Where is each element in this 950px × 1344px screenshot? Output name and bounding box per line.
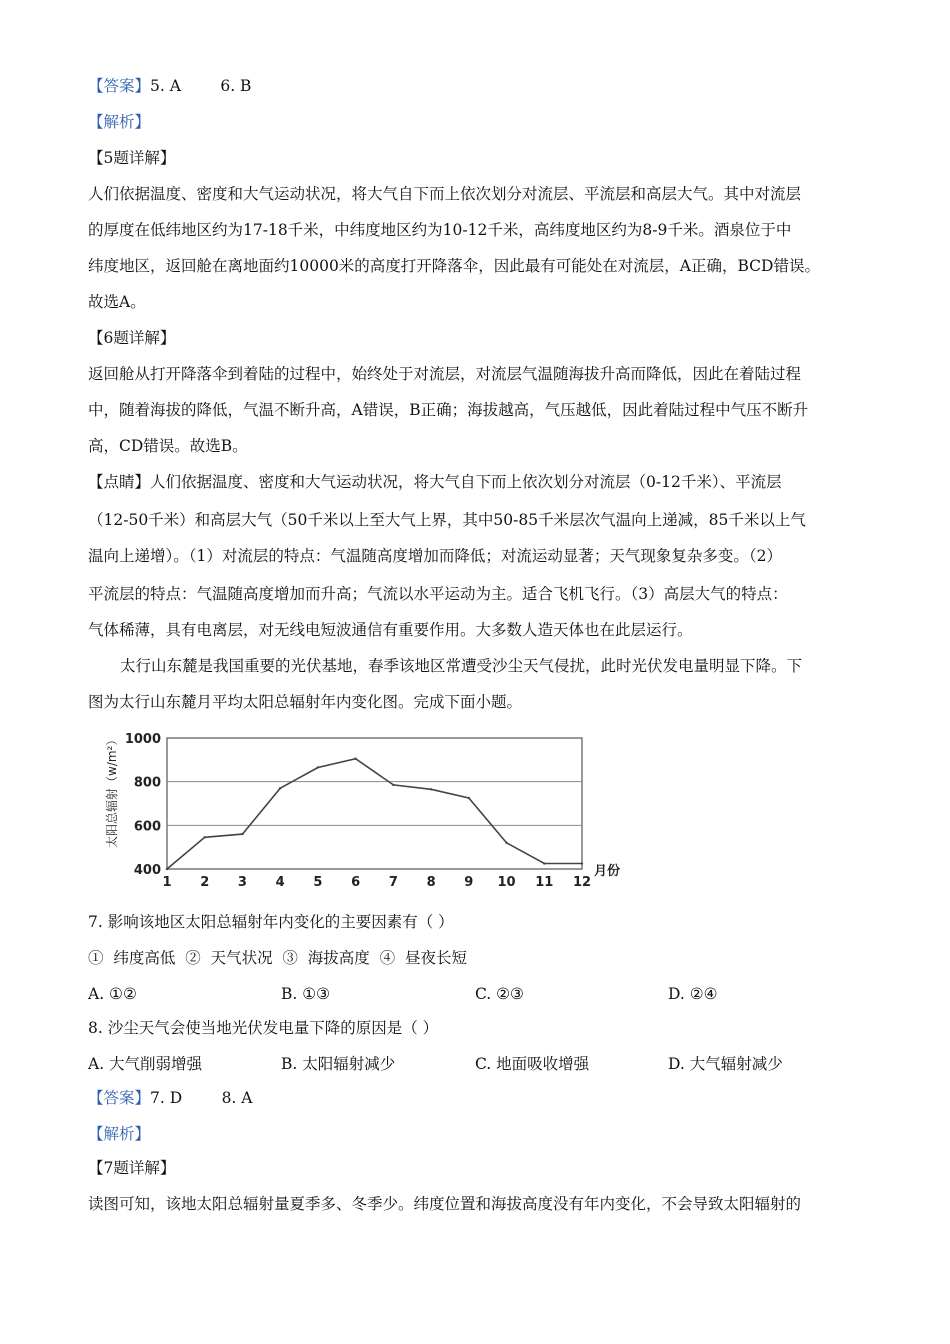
answer-line-1 (88, 76, 251, 96)
x-tick-label: 7 (388, 875, 398, 888)
intro-line: 太行山东麓是我国重要的光伏基地，春季该地区常遭受沙尘天气侵扰，此时光伏发电量明显下降。下 (120, 657, 803, 675)
data-point (317, 766, 319, 768)
q7-option-d[interactable]: D. ②④ (668, 985, 718, 1003)
data-point (354, 758, 356, 760)
y-tick-label: 600 (133, 819, 161, 835)
y-axis-label: 太阳总辐射（w/m²） (105, 733, 119, 848)
answer-text: 5. A 6. B (150, 77, 252, 95)
q6-body-line: 中，随着海拔的降低，气温不断升高，A错误，B正确；海拔越高，气压越低，因此着陆过程中气压不断升 (88, 401, 809, 419)
q6-body-line: 高，CD错误。故选B。 (88, 437, 248, 455)
x-tick-label: 1 (162, 875, 172, 888)
q7-factors: ① 纬度高低 ② 天气状况 ③ 海拔高度 ④ 昼夜长短 (88, 949, 467, 967)
q5-body-line: 人们依据温度、密度和大气运动状况，将大气自下而上依次划分对流层、平流层和高层大气。其中对流层 (88, 185, 802, 203)
answer-line-2 (88, 1088, 252, 1108)
data-point (392, 784, 394, 786)
tip-line: 【点睛】人们依据温度、密度和大气运动状况，将大气自下而上依次划分对流层（0-12千米）、平流层 (88, 473, 782, 491)
x-tick-label: 5 (313, 875, 323, 888)
x-tick-label: 6 (351, 875, 361, 888)
q6-body-line: 返回舱从打开降落伞到着陆的过程中，始终处于对流层，对流层气温随海拔升高而降低，因此在着陆过程 (88, 365, 802, 383)
q7-option-a[interactable]: A. ①② (88, 985, 137, 1003)
q8-option-a[interactable]: A. 大气削弱增强 (88, 1055, 203, 1073)
q7-stem: 7. 影响该地区太阳总辐射年内变化的主要因素有（ ） (88, 913, 454, 931)
intro-line: 图为太行山东麓月平均太阳总辐射年内变化图。完成下面小题。 (88, 693, 523, 711)
data-point (241, 833, 243, 835)
q7-option-b[interactable]: B. ①③ (281, 985, 331, 1003)
data-point (543, 862, 545, 864)
q7-option-c[interactable]: C. ②③ (475, 985, 524, 1003)
tip-line: 温向上递增）。（1）对流层的特点：气温随高度增加而降低；对流运动显著；天气现象复杂多变。（2） (88, 547, 782, 565)
answer-tag: 【答案】 (88, 77, 151, 95)
x-tick-label: 8 (426, 875, 436, 888)
tip-line: 平流层的特点：气温随高度增加而升高；气流以水平运动为主。适合飞机飞行。（3）高层大气的特点： (88, 585, 788, 603)
x-tick-label: 12 (572, 875, 592, 888)
q5-body-line: 故选A。 (88, 293, 146, 311)
x-tick-label: 4 (275, 875, 285, 888)
y-tick-label: 1000 (124, 732, 161, 747)
q5-body-line: 的厚度在低纬地区约为17-18千米，中纬度地区约为10-12千米，高纬度地区约为8-9千米。酒泉位于中 (88, 221, 792, 239)
q8-option-c[interactable]: C. 地面吸收增强 (475, 1055, 590, 1073)
analysis-tag: 【解析】 (88, 113, 151, 131)
solar-radiation-chart (100, 728, 640, 888)
y-tick-label: 800 (133, 775, 161, 791)
x-axis-label: 月份 (594, 864, 621, 879)
radiation-series-line (167, 759, 582, 869)
x-tick-label: 9 (464, 875, 474, 888)
q7-detail-heading: 【7题详解】 (88, 1159, 176, 1177)
tip-line: （12-50千米）和高层大气（50千米以上至大气上界，其中50-85千米层次气温向上递减，85千米以上气 (88, 511, 806, 529)
y-tick-label: 400 (133, 863, 161, 878)
x-tick-label: 2 (200, 875, 210, 888)
tip-line: 气体稀薄，具有电离层，对无线电短波通信有重要作用。大多数人造天体也在此层运行。 (88, 621, 693, 639)
q8-option-b[interactable]: B. 太阳辐射减少 (281, 1055, 396, 1073)
x-tick-label: 11 (535, 875, 554, 888)
data-point (505, 842, 507, 844)
q7-body-line: 读图可知，该地太阳总辐射量夏季多、冬季少。纬度位置和海拔高度没有年内变化，不会导致太阳辐射的 (88, 1195, 802, 1213)
data-point (166, 868, 168, 870)
q6-detail-heading: 【6题详解】 (88, 329, 176, 347)
answer-text: 7. D 8. A (150, 1089, 253, 1107)
data-point (204, 836, 206, 838)
q5-detail-heading: 【5题详解】 (88, 149, 176, 167)
q8-stem: 8. 沙尘天气会使当地光伏发电量下降的原因是（ ） (88, 1019, 439, 1037)
data-point (430, 788, 432, 790)
data-point (279, 787, 281, 789)
q8-option-d[interactable]: D. 大气辐射减少 (668, 1055, 783, 1073)
x-tick-label: 10 (497, 875, 516, 888)
q5-body-line: 纬度地区，返回舱在离地面约10000米的高度打开降落伞，因此最有可能处在对流层，A正确，BCD错误。 (88, 257, 820, 275)
data-point (581, 862, 583, 864)
x-tick-label: 3 (237, 875, 247, 888)
analysis-tag: 【解析】 (88, 1125, 151, 1143)
answer-tag: 【答案】 (88, 1089, 151, 1107)
data-point (468, 797, 470, 799)
